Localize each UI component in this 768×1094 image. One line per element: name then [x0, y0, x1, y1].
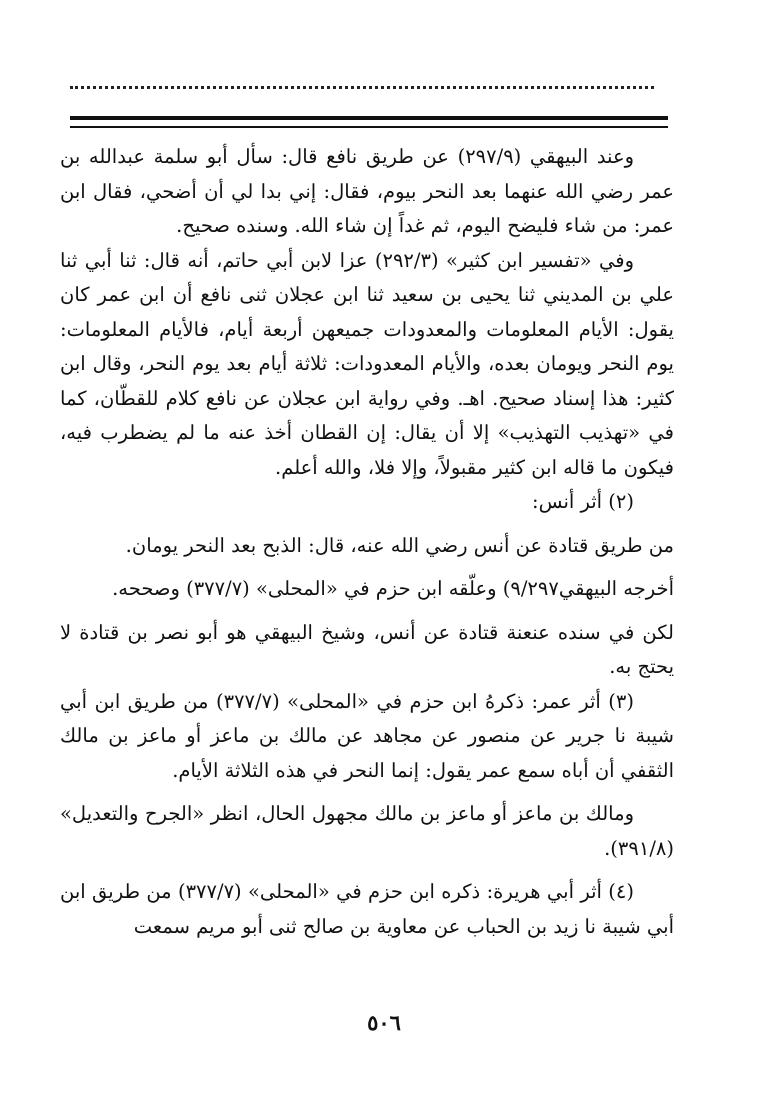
- paragraph-malik-bin-maiz: ومالك بن ماعز أو ماعز بن مالك مجهول الحال، انظر «الجرح والتعديل» (٣٩١/٨).: [60, 802, 674, 860]
- page-number: ٥٠٦: [367, 1010, 401, 1035]
- header-thick-rule: [70, 116, 668, 120]
- paragraph-lakin-sanad: لكن في سنده عنعنة قتادة عن أنس، وشيخ البيهقي هو أبو نصر بن قتادة لا يحتج به.: [60, 620, 674, 678]
- paragraph-qatada-anas: من طريق قتادة عن أنس رضي الله عنه، قال: الذبح بعد النحر يومان.: [125, 533, 674, 557]
- page-body: [60, 140, 674, 944]
- paragraph-bayhaqi-nafi: وعند البيهقي (٢٩٧/٩) عن طريق نافع قال: سأل أبو سلمة عبدالله بن عمر رضي الله عنهما بعد النحر بيوم، فقال: إني بدا لي أن أضحي، فقال ابن عمر: من شاء فليضح اليوم، ثم غداً إن شاء الله. وسنده صحيح.: [60, 145, 674, 237]
- paragraph-athar-umar: (٣) أثر عمر: ذكرهُ ابن حزم في «المحلى» (٣٧٧/٧) من طريق ابن أبي شيبة نا جرير عن منصور عن مجاهد عن مالك بن ماعز أو ماعز بن مالك الثقفي أن أباه سمع عمر يقول: إنما النحر في هذه الثلاثة الأيام.: [60, 689, 674, 782]
- header-thin-rule: [70, 126, 668, 128]
- heading-athar-anas: (٢) أثر أنس:: [532, 490, 634, 513]
- paragraph-akhrajahu: أخرجه البيهقي٩/٢٩٧) وعلّقه ابن حزم في «المحلى» (٣٧٧/٧) وصححه.: [112, 577, 674, 600]
- paragraph-athar-abi-hurayra: (٤) أثر أبي هريرة: ذكره ابن حزم في «المحلى» (٣٧٧/٧) من طريق ابن أبي شيبة نا زيد بن الحباب عن معاوية بن صالح ثنى أبو مريم سمعت: [60, 880, 674, 938]
- header-dotted-rule: [70, 86, 654, 89]
- paragraph-tafsir-ibn-kathir: وفي «تفسير ابن كثير» (٢٩٢/٣) عزا لابن أبي حاتم، أنه قال: ثنا أبي ثنا علي بن المديني ثنا يحيى بن سعيد ثنا ابن عجلان ثنى نافع أن ابن عمر كان يقول: الأيام المعلومات والمعدودات جميعهن أربعة أيام، فالأيام المعلومات: يوم النحر ويومان بعده، والأيام المعدودات: ثلاثة أيام بعد يوم النحر، وقال ابن كثير: هذا إسناد صحيح. اهـ. وفي رواية ابن عجلان عن نافع كلام للقطّان، كما في «تهذيب التهذيب» إلا أن يقال: إن القطان أخذ عنه ما لم يضطرب فيه، فيكون ما قاله ابن كثير مقبولاً، وإلا فلا، والله أعلم.: [60, 248, 674, 479]
